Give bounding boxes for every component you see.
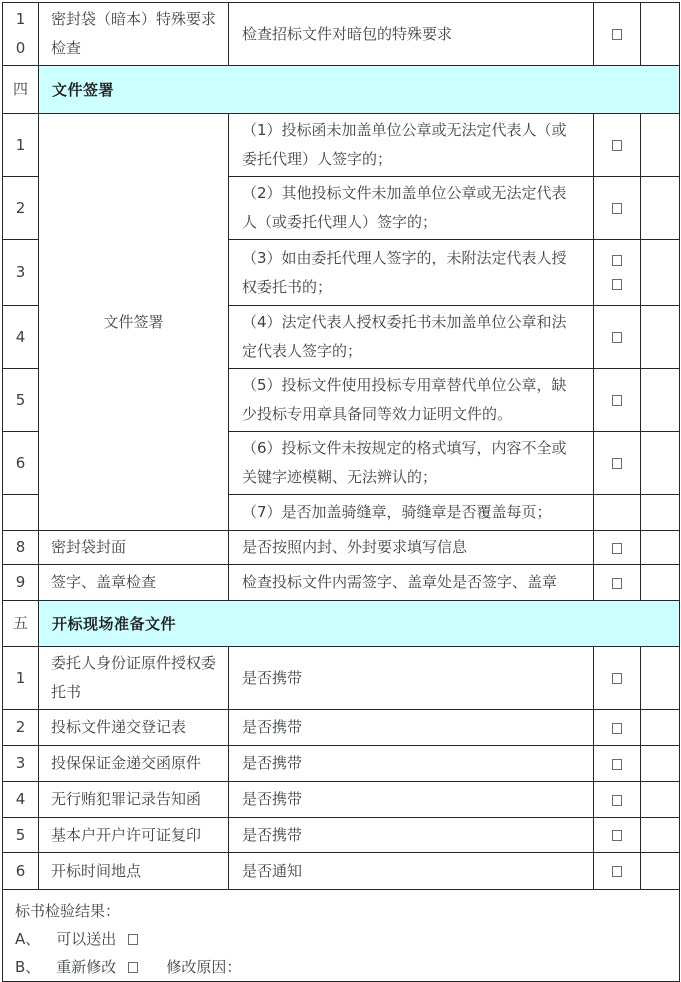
table-row [3, 746, 680, 782]
option-a-label: 可以送出 [56, 930, 117, 948]
option-b-label: 重新修改 [56, 958, 117, 976]
row-number: 4 [3, 782, 39, 818]
item-name-cell: 委托人身份证原件授权委托书 [39, 647, 229, 710]
checkbox-cell [594, 495, 641, 531]
bid-checklist-table [2, 2, 680, 982]
checkbox-cell [594, 853, 641, 890]
item-name-cell: 投标文件递交登记表 [39, 710, 229, 746]
bid-checklist-page [0, 2, 681, 976]
remark-cell [641, 818, 680, 853]
remark-cell [641, 710, 680, 746]
item-name-cell: 密封袋（暗本）特殊要求检查 [39, 3, 229, 66]
check-desc-cell: 是否携带 [229, 818, 594, 853]
checkbox-icon[interactable] [612, 866, 622, 877]
row-number: 2 [3, 710, 39, 746]
checkbox-icon[interactable] [612, 830, 622, 841]
checkbox-cell [594, 3, 641, 66]
row-number: 9 [3, 565, 39, 601]
remark-cell [641, 240, 680, 306]
checkbox-icon[interactable] [612, 673, 622, 684]
check-desc-cell: 是否携带 [229, 746, 594, 782]
table-row [3, 782, 680, 818]
remark-cell [641, 495, 680, 531]
row-number-text: 10 [15, 10, 26, 57]
table-row [3, 818, 680, 853]
row-number: 5 [3, 818, 39, 853]
check-desc-cell: 检查招标文件对暗包的特殊要求 [229, 3, 594, 66]
table-row [3, 3, 680, 66]
check-desc-cell: 是否携带 [229, 647, 594, 710]
section-number: 五 [3, 601, 39, 647]
check-desc-cell: （4）法定代表人授权委托书未加盖单位公章和法定代表人签字的； [229, 306, 594, 369]
item-name-cell: 无行贿犯罪记录告知函 [39, 782, 229, 818]
checkbox-cell [594, 782, 641, 818]
checkbox-icon[interactable] [612, 543, 622, 554]
check-desc-cell: （7）是否加盖骑缝章，骑缝章是否覆盖每页； [229, 495, 594, 531]
remark-cell [641, 369, 680, 432]
checkbox-icon[interactable] [612, 795, 622, 806]
row-number [3, 3, 39, 66]
remark-cell [641, 565, 680, 601]
checkbox-icon[interactable] [612, 29, 622, 40]
checkbox-cell [594, 306, 641, 369]
check-desc-cell: 检查投标文件内需签字、盖章处是否签字、盖章 [229, 565, 594, 601]
checkbox-cell [594, 710, 641, 746]
item-name-cell: 基本户开户许可证复印 [39, 818, 229, 853]
item-name-cell: 开标时间地点 [39, 853, 229, 890]
result-option-b [15, 953, 667, 981]
checkbox-cell [594, 432, 641, 495]
checkbox-icon[interactable] [612, 279, 622, 290]
checkbox-cell [594, 818, 641, 853]
check-desc-cell: （2）其他投标文件未加盖单位公章或无法定代表人（或委托代理人）签字的； [229, 177, 594, 240]
table-row [3, 647, 680, 710]
result-option-a [15, 925, 667, 953]
row-number: 6 [3, 853, 39, 890]
remark-cell [641, 746, 680, 782]
option-a-prefix: A、 [15, 930, 41, 948]
checkbox-cell [594, 565, 641, 601]
check-desc-cell: 是否携带 [229, 710, 594, 746]
checkbox-cell [594, 746, 641, 782]
check-desc-cell: （3）如由委托代理人签字的，未附法定代表人授权委托书的； [229, 240, 594, 306]
table-row [3, 710, 680, 746]
result-cell [3, 890, 680, 982]
table-row [3, 531, 680, 565]
table-row [3, 565, 680, 601]
section-title: 文件签署 [39, 66, 680, 114]
remark-cell [641, 306, 680, 369]
group-label-cell: 文件签署 [39, 114, 229, 531]
remark-cell [641, 432, 680, 495]
checkbox-cell [594, 114, 641, 177]
row-number: 2 [3, 177, 39, 240]
remark-cell [641, 177, 680, 240]
checkbox-cell [594, 177, 641, 240]
checkbox-stack [594, 255, 640, 290]
row-number: 5 [3, 369, 39, 432]
check-desc-cell: （1）投标函未加盖单位公章或无法定代表人（或委托代理）人签字的； [229, 114, 594, 177]
check-desc-cell: 是否通知 [229, 853, 594, 890]
section-title: 开标现场准备文件 [39, 601, 680, 647]
checkbox-icon[interactable] [612, 395, 622, 406]
checkbox-icon[interactable] [612, 759, 622, 770]
checkbox-icon[interactable] [612, 332, 622, 343]
item-name-cell: 密封袋封面 [39, 531, 229, 565]
check-desc-cell: （6）投标文件未按规定的格式填写，内容不全或关键字迹模糊、无法辨认的； [229, 432, 594, 495]
checkbox-icon[interactable] [612, 255, 622, 266]
checkbox-cell [594, 369, 641, 432]
row-number: 8 [3, 531, 39, 565]
row-number: 4 [3, 306, 39, 369]
option-b-prefix: B、 [15, 958, 41, 976]
item-name-cell: 投保保证金递交函原件 [39, 746, 229, 782]
checkbox-cell [594, 647, 641, 710]
row-number: 3 [3, 746, 39, 782]
table-row [3, 853, 680, 890]
checkbox-icon[interactable] [612, 203, 622, 214]
remark-cell [641, 114, 680, 177]
row-number: 6 [3, 432, 39, 495]
remark-cell [641, 531, 680, 565]
check-desc-cell: （5）投标文件使用投标专用章替代单位公章，缺少投标专用章具备同等效力证明文件的。 [229, 369, 594, 432]
remark-cell [641, 3, 680, 66]
check-desc-cell: 是否携带 [229, 782, 594, 818]
row-number: 1 [3, 647, 39, 710]
checkbox-icon[interactable] [612, 140, 622, 151]
remark-cell [641, 853, 680, 890]
result-row [3, 890, 680, 982]
remark-cell [641, 647, 680, 710]
checkbox-icon[interactable] [612, 578, 622, 589]
checkbox-icon[interactable] [612, 723, 622, 734]
section-header-row [3, 66, 680, 114]
result-title: 标书检验结果： [15, 902, 121, 920]
row-number [3, 495, 39, 531]
remark-cell [641, 782, 680, 818]
table-row [3, 114, 680, 177]
check-desc-cell: 是否按照内封、外封要求填写信息 [229, 531, 594, 565]
row-number: 3 [3, 240, 39, 306]
checkbox-cell [594, 531, 641, 565]
checkbox-icon[interactable] [128, 934, 138, 945]
checkbox-cell [594, 240, 641, 306]
item-name-cell: 签字、盖章检查 [39, 565, 229, 601]
row-number: 1 [3, 114, 39, 177]
section-header-row [3, 601, 680, 647]
section-number: 四 [3, 66, 39, 114]
checkbox-icon[interactable] [128, 962, 138, 973]
reason-label: 修改原因： [166, 958, 242, 976]
checkbox-icon[interactable] [612, 458, 622, 469]
